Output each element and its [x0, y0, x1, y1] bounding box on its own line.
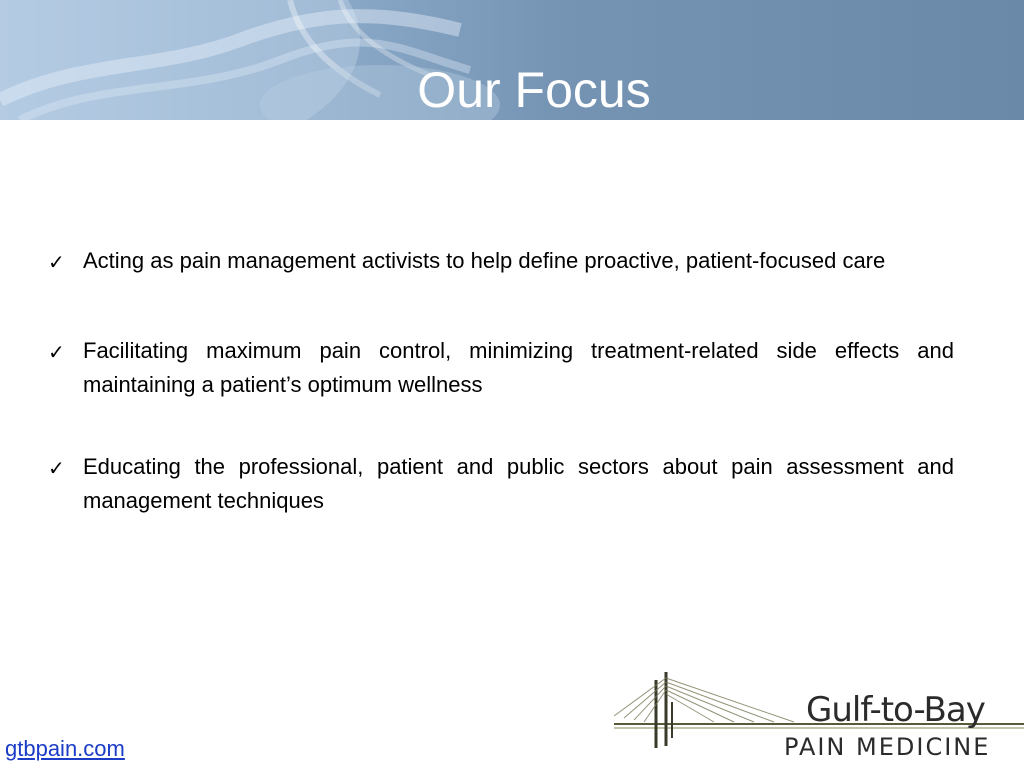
- bullet-item: [48, 244, 954, 278]
- logo-name: Gulf-to-Bay: [806, 690, 985, 730]
- company-logo: [614, 672, 1024, 768]
- bullet-item: [48, 450, 954, 518]
- bullet-list: [48, 244, 954, 518]
- bullet-text: Facilitating maximum pain control, minimizing treatment-related side effects and maintaining a patient’s optimum wellness: [83, 338, 954, 397]
- slide-title: Our Focus: [417, 62, 651, 118]
- header-banner: [0, 0, 1024, 120]
- bullet-text: Educating the professional, patient and public sectors about pain assessment and management techniques: [83, 454, 954, 513]
- check-icon: ✓: [48, 250, 65, 274]
- logo-tagline: PAIN MEDICINE: [784, 733, 991, 761]
- bullet-text: Acting as pain management activists to help define proactive, patient-focused care: [83, 248, 886, 273]
- website-link[interactable]: gtbpain.com: [5, 736, 125, 761]
- check-icon: ✓: [48, 340, 65, 364]
- bullet-item: [48, 334, 954, 402]
- check-icon: ✓: [48, 456, 65, 480]
